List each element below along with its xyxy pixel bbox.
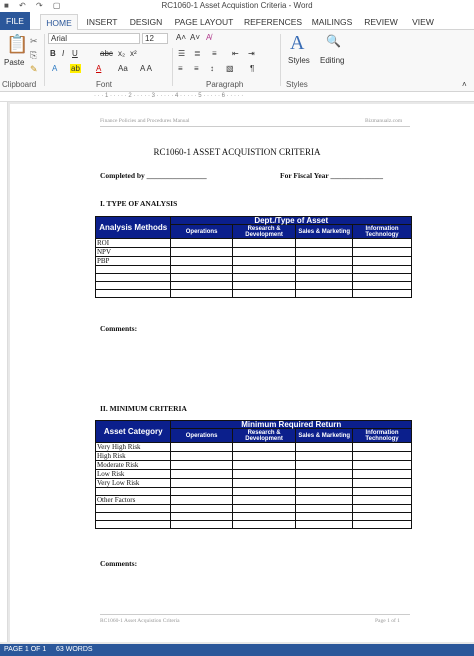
styles-icon[interactable]: A [290, 32, 305, 54]
pilcrow-icon[interactable]: ¶ [250, 64, 255, 73]
row-label [96, 282, 171, 290]
window-title: RC1060-1 Asset Acquistion Criteria - Word [161, 1, 313, 10]
table-header-cell: Research & Development [232, 429, 296, 443]
table-row [96, 521, 412, 529]
table-row [96, 290, 412, 298]
clear-formatting-icon[interactable]: A̸ [206, 33, 212, 42]
tab-file[interactable]: FILE [0, 12, 30, 30]
shading-icon[interactable]: ▧ [226, 64, 234, 73]
document-title: RC1060-1 ASSET ACQUISTION CRITERIA [153, 147, 321, 157]
paste-button[interactable]: Paste [4, 58, 25, 67]
paragraph-group-label: Paragraph [206, 80, 244, 89]
line-spacing-icon[interactable]: ↕ [210, 64, 214, 73]
increase-indent-icon[interactable]: ⇥ [248, 49, 255, 58]
tab-home[interactable]: HOME [40, 14, 78, 30]
row-label [96, 290, 171, 298]
row-label [96, 505, 171, 513]
font-size-select[interactable]: 12 [142, 33, 168, 44]
section-heading-criteria: II. MINIMUM CRITERIA [100, 404, 187, 413]
tab-review[interactable]: REVIEW [364, 17, 398, 27]
row-label: PBP [96, 257, 171, 266]
table-group-header: Minimum Required Return [171, 421, 412, 429]
page-header-left: Finance Policies and Procedures Manual [100, 118, 190, 124]
table-header-cell: Information Technology [353, 429, 412, 443]
superscript-icon[interactable]: x² [130, 49, 137, 58]
row-label: ROI [96, 239, 171, 248]
change-case-icon[interactable]: Aa [118, 64, 128, 73]
text-effects-icon[interactable]: A [52, 64, 58, 73]
table-header-cell: Operations [171, 225, 232, 239]
bold-icon[interactable]: B [50, 49, 56, 58]
table-row [96, 257, 412, 266]
align-left-icon[interactable]: ≡ [178, 64, 183, 73]
italic-icon[interactable]: I [62, 49, 65, 58]
collapse-ribbon-icon[interactable]: ˄ [462, 80, 467, 89]
table-row [96, 248, 412, 257]
analysis-table [95, 216, 412, 298]
highlight-icon[interactable]: ab [71, 64, 80, 73]
table-row [96, 266, 412, 274]
row-label: Very Low Risk [96, 479, 171, 488]
shrink-font-icon[interactable]: A˅ [190, 33, 201, 42]
row-label [96, 274, 171, 282]
word-count[interactable]: 63 WORDS [56, 646, 93, 653]
completed-by-line: Completed by ________________ [100, 171, 207, 180]
page-footer-right: Page 1 of 1 [375, 618, 400, 624]
table-header-cell: Information Technology [353, 225, 412, 239]
table-row [96, 496, 412, 505]
cut-icon[interactable]: ✂ [30, 36, 38, 46]
grow-shrink-icon[interactable]: A A [140, 64, 153, 73]
numbering-icon[interactable]: ≣ [194, 49, 201, 58]
criteria-table [95, 420, 412, 529]
font-name-select[interactable]: Arial [48, 33, 140, 44]
table-header-cell: Research & Development [232, 225, 296, 239]
subscript-icon[interactable]: x₂ [118, 49, 126, 58]
font-group-label: Font [96, 80, 113, 89]
table-row [96, 443, 412, 452]
row-label [96, 488, 171, 496]
section-heading-analysis: I. TYPE OF ANALYSIS [100, 199, 178, 208]
underline-icon[interactable]: U [72, 49, 78, 58]
tab-view[interactable]: VIEW [412, 17, 434, 27]
ribbon-home [0, 30, 474, 92]
strikethrough-icon[interactable]: abc [100, 49, 113, 58]
comments-label-1: Comments: [100, 324, 138, 333]
tab-page-layout[interactable]: PAGE LAYOUT [174, 17, 234, 27]
tab-design[interactable]: DESIGN [129, 17, 163, 27]
table-row [96, 488, 412, 496]
align-center-icon[interactable]: ≡ [194, 64, 199, 73]
page-footer-left: RC1060-1 Asset Acquistion Criteria [100, 618, 180, 624]
row-label: Moderate Risk [96, 461, 171, 470]
separator [172, 48, 173, 86]
table-row [96, 479, 412, 488]
tab-insert[interactable]: INSERT [86, 17, 118, 27]
separator [44, 34, 45, 86]
ribbon-tabs [0, 12, 474, 30]
grow-font-icon[interactable]: A˄ [176, 33, 187, 42]
row-label: High Risk [96, 452, 171, 461]
table-row [96, 274, 412, 282]
row-label: Low Risk [96, 470, 171, 479]
table-header-cell: Analysis Methods [96, 217, 171, 239]
styles-group-label: Styles [286, 80, 308, 89]
clipboard-group-label: Clipboard [2, 80, 37, 89]
font-color-icon[interactable]: A [96, 64, 102, 73]
editing-button[interactable]: Editing [320, 56, 345, 65]
row-label [96, 266, 171, 274]
decrease-indent-icon[interactable]: ⇤ [232, 49, 239, 58]
page-count[interactable]: PAGE 1 OF 1 [4, 646, 47, 653]
footer-divider [100, 614, 410, 615]
table-row [96, 505, 412, 513]
multilevel-list-icon[interactable]: ≡ [212, 49, 217, 58]
table-header-cell: Sales & Marketing [296, 225, 353, 239]
row-label: Very High Risk [96, 443, 171, 452]
find-icon[interactable]: 🔍 [326, 34, 341, 48]
styles-button[interactable]: Styles [288, 56, 310, 65]
bullets-icon[interactable]: ☰ [178, 49, 186, 58]
table-row [96, 513, 412, 521]
status-bar [0, 644, 474, 656]
document-page[interactable] [10, 104, 474, 642]
header-divider [100, 126, 410, 127]
table-row [96, 239, 412, 248]
comments-label-2: Comments: [100, 559, 138, 568]
format-painter-icon[interactable]: ✎ [30, 64, 38, 74]
copy-icon[interactable]: ⎘ [30, 50, 38, 60]
table-group-header: Dept./Type of Asset [171, 217, 412, 225]
row-label [96, 521, 171, 529]
title-bar [0, 0, 474, 12]
tab-references[interactable]: REFERENCES [244, 17, 303, 27]
table-row [96, 452, 412, 461]
table-row [96, 282, 412, 290]
row-label [96, 513, 171, 521]
separator [280, 34, 281, 86]
row-label: Other Factors [96, 496, 171, 505]
row-label: NPV [96, 248, 171, 257]
page-header-right: Bizmanualz.com [365, 118, 403, 124]
paste-icon[interactable]: 📋 [6, 34, 29, 54]
table-header-cell: Asset Category [96, 421, 171, 443]
table-row [96, 470, 412, 479]
quick-access-toolbar[interactable]: ■ ↶ ↷ ▢ [4, 1, 65, 10]
fiscal-year-line: For Fiscal Year ______________ [280, 171, 383, 180]
table-row [96, 461, 412, 470]
horizontal-ruler[interactable]: · · · 1 · · · · · 2 · · · · · 3 · · · · · 4 · · · · · 5 · · · · · 6 · · · · · [0, 92, 474, 102]
vertical-ruler[interactable] [0, 102, 8, 642]
table-header-cell: Operations [171, 429, 232, 443]
tab-mailings[interactable]: MAILINGS [311, 17, 353, 27]
table-header-cell: Sales & Marketing [296, 429, 353, 443]
